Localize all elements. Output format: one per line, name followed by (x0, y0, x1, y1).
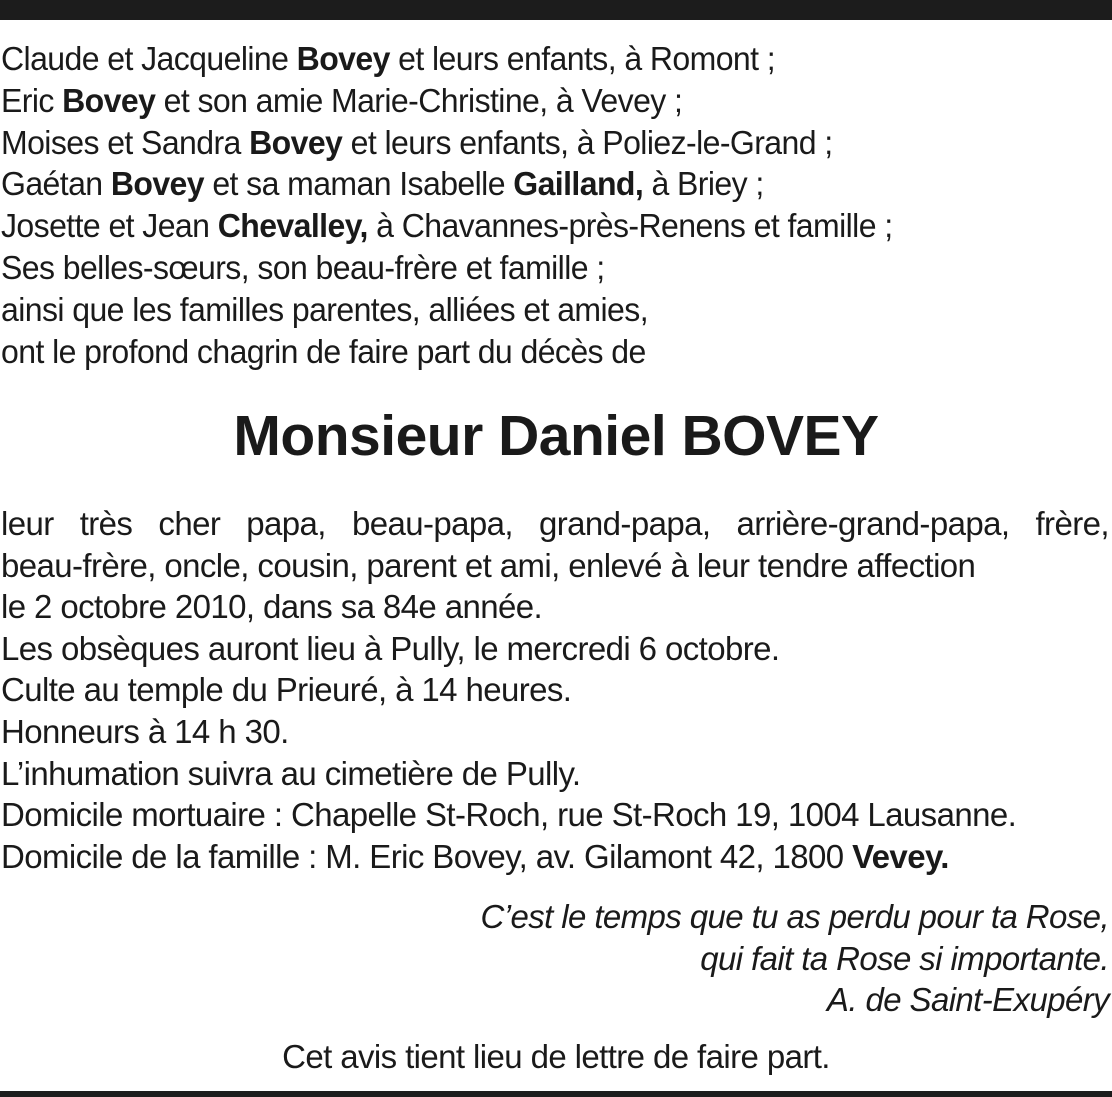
top-border-rule (0, 0, 1112, 20)
quote-line-2: qui fait ta Rose si importante. (700, 939, 1109, 977)
word: beau-papa, (351, 505, 513, 542)
burial-line: L’inhumation suivra au cimetière de Pully. (1, 754, 581, 792)
family-line-4 (1, 163, 1076, 205)
quote-author: A. de Saint-Exupéry (826, 981, 1109, 1019)
text: et leurs enfants, à Poliez-le-Grand ; (342, 123, 833, 161)
text: et leurs enfants, à Romont ; (389, 40, 776, 77)
deceased-name-heading: Monsieur Daniel BOVEY (233, 404, 879, 468)
text: Domicile de la famille : M. Eric Bovey, av. Gilamont 42, 1800 (1, 837, 853, 875)
family-line-5 (1, 205, 1076, 247)
details-line-1 (1, 503, 1109, 545)
text: à Briey ; (643, 165, 764, 203)
family-address-line (1, 836, 1109, 878)
funeral-date-line: Les obsèques auront lieu à Pully, le mercredi 6 octobre. (1, 629, 780, 667)
word: papa, (246, 505, 326, 542)
quote-line-1: C’est le temps que tu as perdu pour ta Rose, (480, 898, 1109, 935)
obituary-details (1, 503, 1109, 877)
family-line-8: ont le profond chagrin de faire part du décès de (1, 332, 646, 370)
family-line-1 (1, 38, 1076, 80)
family-surname: Chevalley, (217, 207, 368, 245)
family-surname: Bovey (62, 81, 156, 119)
service-time-line: Culte au temple du Prieuré, à 14 heures. (1, 671, 572, 709)
text: Moises et Sandra (1, 123, 250, 161)
word: arrière-grand-papa, (736, 505, 1010, 542)
family-line-3 (1, 122, 1076, 164)
text: Josette et Jean (1, 207, 218, 245)
family-line-7: ainsi que les familles parentes, alliées et amies, (1, 290, 649, 328)
family-announcement (1, 38, 1109, 372)
honours-time-line: Honneurs à 14 h 30. (1, 712, 289, 750)
closing-notice: Cet avis tient lieu de lettre de faire part. (282, 1038, 830, 1075)
word: frère, (1035, 505, 1109, 542)
details-line-2: beau-frère, oncle, cousin, parent et ami, enlevé à leur tendre affection (1, 546, 976, 584)
text: Gaétan (1, 165, 111, 203)
family-town: Vevey. (852, 837, 949, 875)
word: leur (1, 505, 54, 542)
family-surname: Bovey (296, 40, 390, 77)
text: et sa maman Isabelle (204, 165, 514, 203)
family-line-6: Ses belles-sœurs, son beau-frère et famille ; (1, 248, 605, 286)
text: et son amie Marie-Christine, à Vevey ; (155, 81, 683, 119)
family-line-2 (1, 80, 1076, 122)
epigraph-quote (309, 896, 1109, 1021)
bottom-border-rule (0, 1091, 1112, 1097)
word: très (79, 505, 133, 542)
details-line-3: le 2 octobre 2010, dans sa 84e année. (1, 588, 543, 626)
family-surname: Gailland, (513, 165, 644, 203)
family-surname: Bovey (110, 165, 205, 203)
text: à Chavannes-près-Renens et famille ; (367, 207, 893, 245)
word: cher (158, 505, 221, 542)
family-surname: Bovey (249, 123, 343, 161)
mortuary-address-line: Domicile mortuaire : Chapelle St-Roch, rue St-Roch 19, 1004 Lausanne. (1, 796, 1017, 834)
text: Claude et Jacqueline (1, 40, 297, 77)
text: Eric (1, 81, 63, 119)
word: grand-papa, (539, 505, 711, 542)
